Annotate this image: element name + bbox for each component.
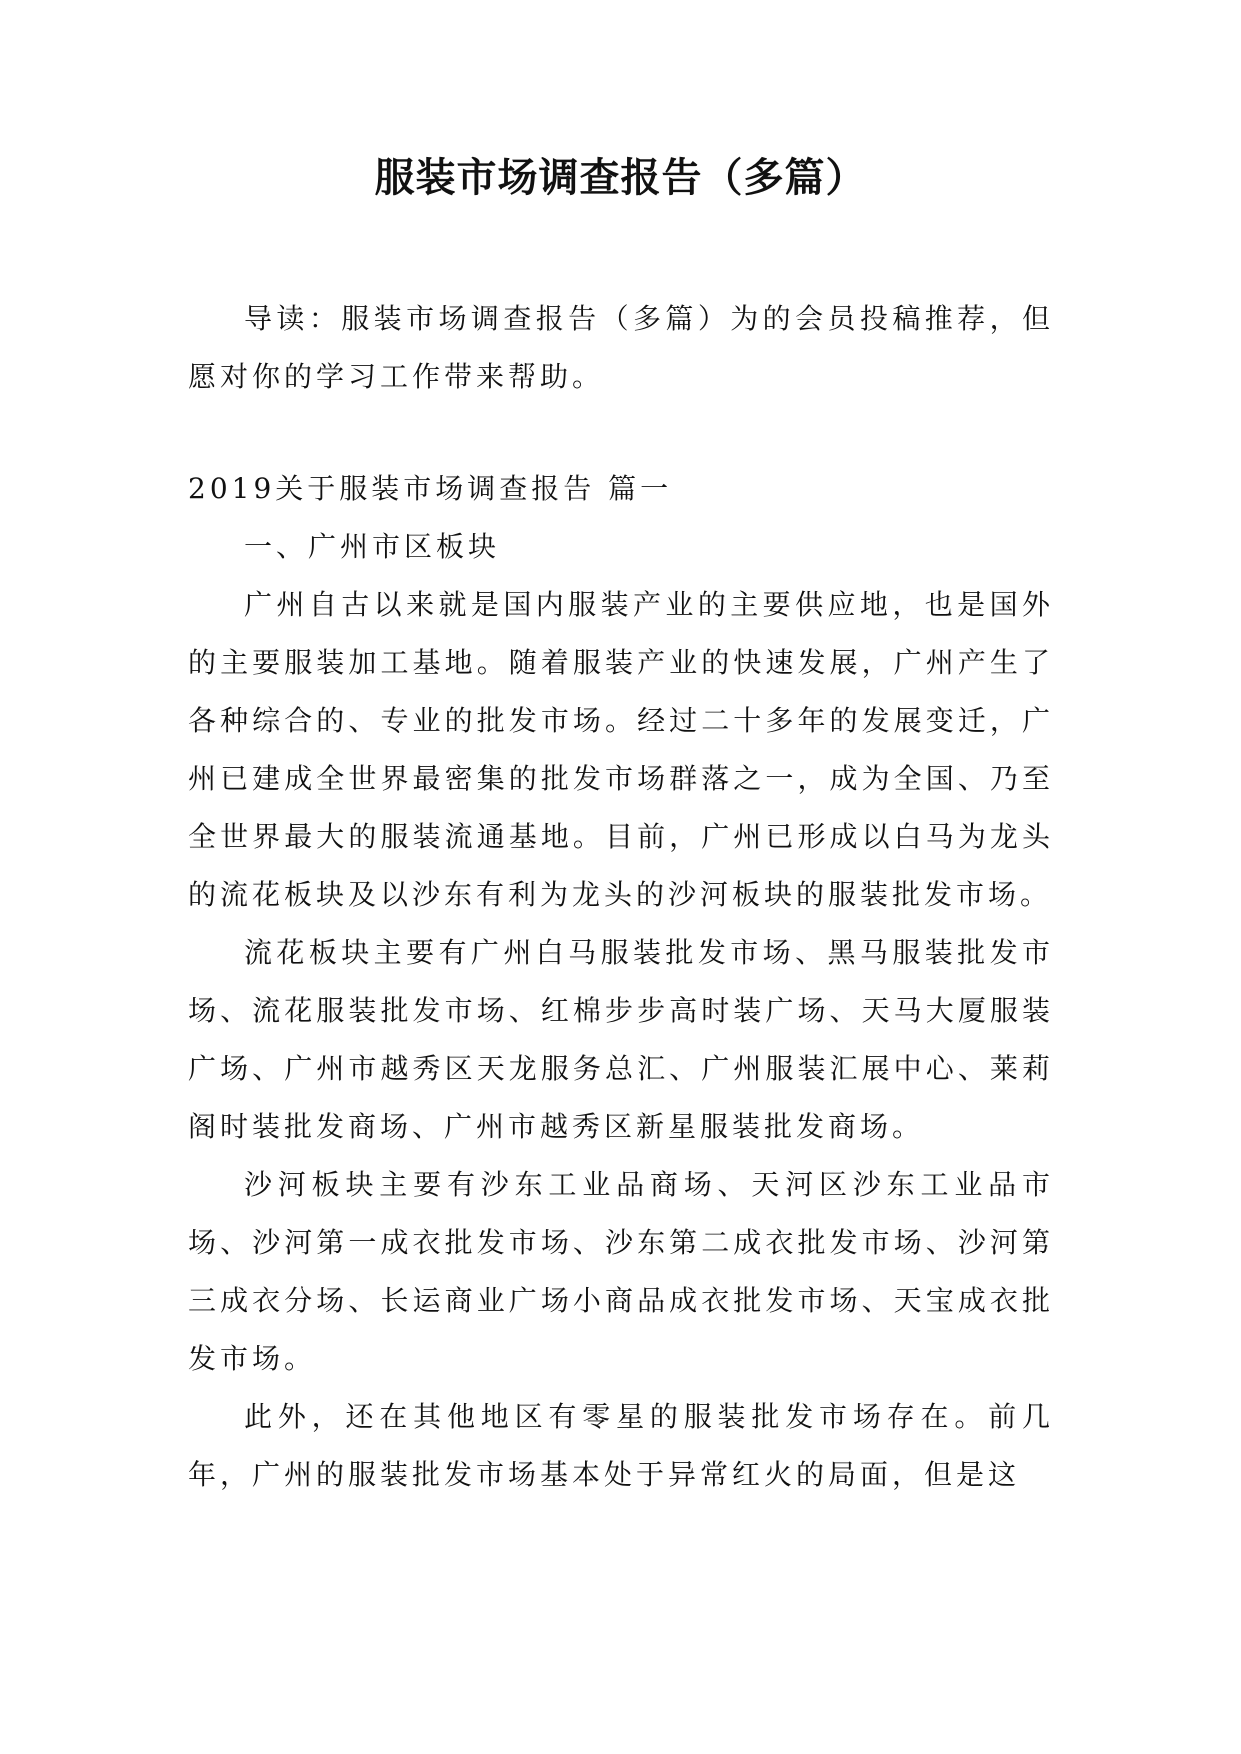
paragraph: 流花板块主要有广州白马服装批发市场、黑马服装批发市场、流花服装批发市场、红棉步步高时装广场、天马大厦服装广场、广州市越秀区天龙服务总汇、广州服装汇展中心、莱莉阁时装批发商场、广州市越秀区新星服装批发商场。: [188, 936, 1054, 1143]
section-heading: 2019关于服装市场调查报告 篇一: [188, 472, 673, 505]
paragraph: 沙河板块主要有沙东工业品商场、天河区沙东工业品市场、沙河第一成衣批发市场、沙东第二成衣批发市场、沙河第三成衣分场、长运商业广场小商品成衣批发市场、天宝成衣批发市场。: [188, 1168, 1054, 1375]
paragraph: 广州自古以来就是国内服装产业的主要供应地，也是国外的主要服装加工基地。随着服装产业的快速发展，广州产生了各种综合的、专业的批发市场。经过二十多年的发展变迁，广州已建成全世界最密集的批发市场群落之一，成为全国、乃至全世界最大的服装流通基地。目前，广州已形成以白马为龙头的流花板块及以沙东有利为龙头的沙河板块的服装批发市场。: [188, 588, 1054, 911]
content-block: [188, 460, 1054, 1504]
paragraph: 此外，还在其他地区有零星的服装批发市场存在。前几年，广州的服装批发市场基本处于异常红火的局面，但是这: [188, 1400, 1054, 1491]
subheading: 一、广州市区板块: [244, 530, 501, 563]
intro-block: [188, 290, 1054, 406]
intro-paragraph: 导读：服装市场调查报告（多篇）为的会员投稿推荐，但愿对你的学习工作带来帮助。: [188, 302, 1054, 393]
document-title: 服装市场调查报告（多篇）: [374, 155, 867, 201]
